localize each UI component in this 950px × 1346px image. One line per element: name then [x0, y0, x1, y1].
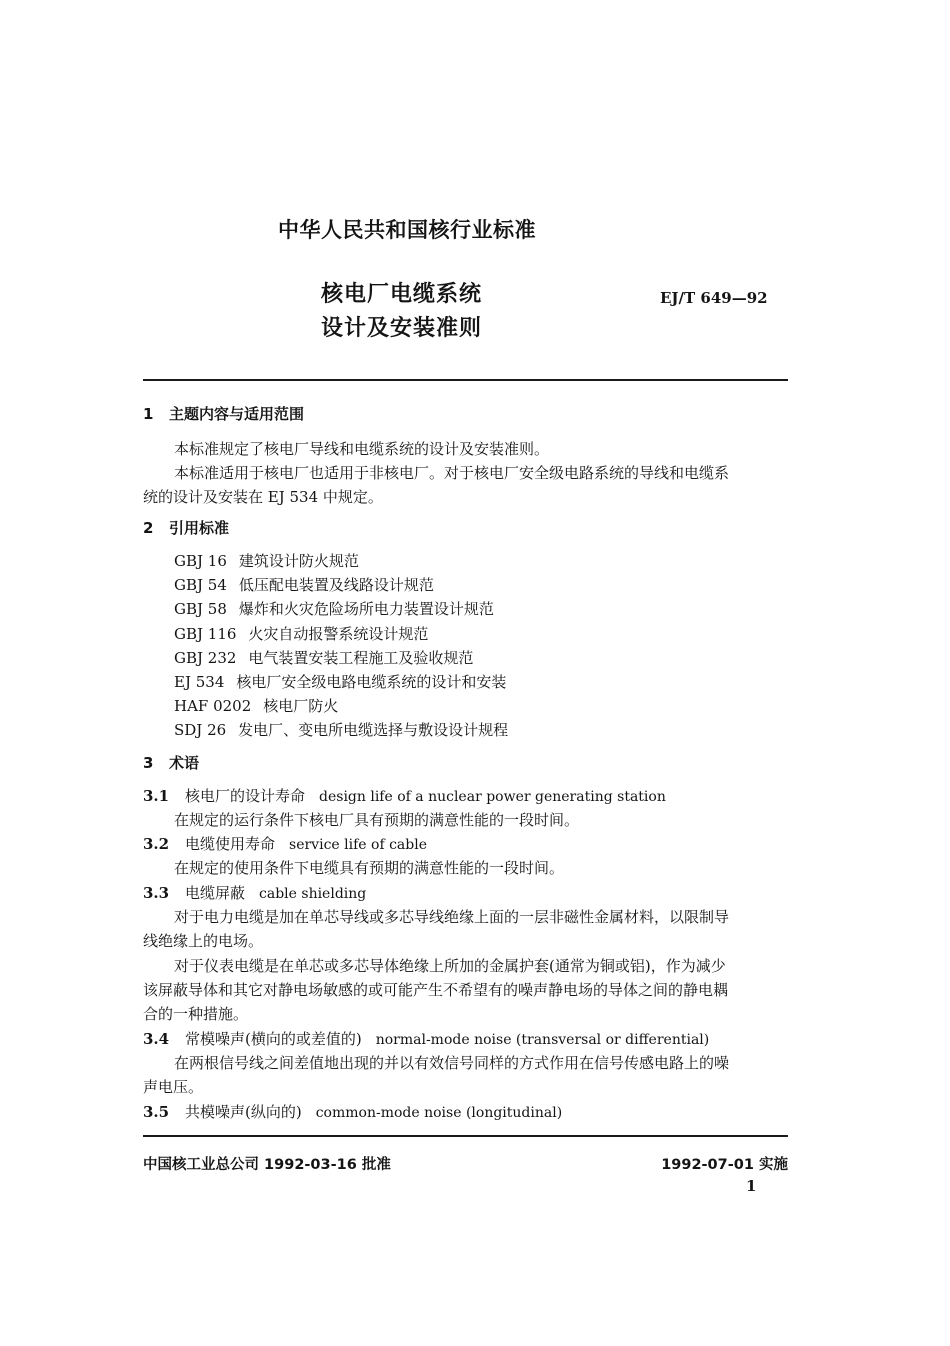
section-2-number: 2: [143, 519, 154, 537]
term-3-3: [143, 884, 366, 903]
reference-code: GBJ 232: [174, 649, 237, 667]
section-3-heading: [143, 754, 199, 772]
term-3-2-definition: 在规定的使用条件下电缆具有预期的满意性能的一段时间。: [174, 859, 565, 877]
reference-name: 建筑设计防火规范: [238, 552, 359, 570]
term-3-3-para-1-line-2: 线绝缘上的电场。: [143, 932, 264, 950]
page-number: 1: [746, 1177, 757, 1195]
reference-name: 火灾自动报警系统设计规范: [248, 625, 429, 643]
term-number: 3.5: [143, 1103, 170, 1121]
reference-item: [174, 721, 508, 739]
reference-item: [174, 649, 473, 667]
effective-date: 1992-07-01 实施: [661, 1157, 788, 1173]
term-3-5: [143, 1103, 562, 1122]
term-en: cable shielding: [259, 886, 367, 902]
section-3-title: 术语: [169, 754, 200, 772]
reference-name: 核电厂防火: [263, 697, 339, 715]
reference-item: [174, 673, 506, 691]
term-3-4-definition-line-1: 在两根信号线之间差值地出现的并以有效信号同样的方式作用在信号传感电路上的噪: [174, 1054, 730, 1072]
reference-item: [174, 600, 494, 618]
term-cn: 共模噪声(纵向的): [185, 1103, 302, 1121]
term-cn: 电缆使用寿命: [185, 835, 276, 853]
term-3-1: [143, 787, 666, 806]
term-3-2: [143, 835, 427, 854]
approval-line: 中国核工业总公司 1992-03-16 批准: [143, 1157, 391, 1173]
section-1-para-2-line-2: 统的设计及安装在 EJ 534 中规定。: [143, 488, 383, 506]
term-cn: 核电厂的设计寿命: [185, 787, 306, 805]
reference-item: [174, 552, 359, 570]
section-1-para-1: 本标准规定了核电厂导线和电缆系统的设计及安装准则。: [174, 440, 550, 458]
reference-name: 爆炸和火灾危险场所电力装置设计规范: [238, 600, 494, 618]
reference-item: [174, 697, 338, 715]
reference-code: SDJ 26: [174, 721, 227, 739]
reference-name: 核电厂安全级电路电缆系统的设计和安装: [236, 673, 507, 691]
section-2-title: 引用标准: [169, 519, 230, 537]
term-en: service life of cable: [289, 837, 427, 853]
reference-item: [174, 625, 428, 643]
section-3-number: 3: [143, 754, 154, 772]
term-3-4: [143, 1030, 709, 1049]
term-number: 3.4: [143, 1030, 170, 1048]
reference-name: 发电厂、变电所电缆选择与敷设设计规程: [238, 721, 509, 739]
section-1-number: 1: [143, 405, 154, 423]
term-cn: 常模噪声(横向的或差值的): [185, 1030, 362, 1048]
term-number: 3.2: [143, 835, 170, 853]
reference-code: GBJ 54: [174, 576, 227, 594]
section-1-para-2-line-1: 本标准适用于核电厂也适用于非核电厂。对于核电厂安全级电路系统的导线和电缆系: [174, 464, 730, 482]
term-en: design life of a nuclear power generating station: [319, 789, 666, 805]
term-en: normal-mode noise (transversal or differential): [375, 1032, 710, 1048]
reference-code: HAF 0202: [174, 697, 252, 715]
top-divider: [143, 379, 788, 381]
doc-title-line2: 设计及安装准则: [321, 316, 483, 341]
standard-code: EJ/T 649—92: [660, 289, 768, 307]
bottom-divider: [143, 1135, 788, 1137]
reference-name: 低压配电装置及线路设计规范: [238, 576, 434, 594]
reference-code: GBJ 58: [174, 600, 227, 618]
doc-title-line1: 核电厂电缆系统: [321, 282, 483, 307]
org-title: 中华人民共和国核行业标准: [278, 218, 536, 242]
term-number: 3.1: [143, 787, 170, 805]
reference-item: [174, 576, 434, 594]
reference-code: GBJ 116: [174, 625, 237, 643]
term-3-3-para-2-line-1: 对于仪表电缆是在单芯或多芯导体绝缘上所加的金属护套(通常为铜或铝)，作为减少: [174, 957, 726, 975]
reference-name: 电气装置安装工程施工及验收规范: [248, 649, 474, 667]
term-3-3-para-1-line-1: 对于电力电缆是加在单芯导线或多芯导线绝缘上面的一层非磁性金属材料，以限制导: [174, 908, 730, 926]
term-en: common-mode noise (longitudinal): [315, 1105, 563, 1121]
term-3-4-definition-line-2: 声电压。: [143, 1078, 204, 1096]
term-3-3-para-2-line-2: 该屏蔽导体和其它对静电场敏感的或可能产生不希望有的噪声静电场的导体之间的静电耦: [143, 981, 729, 999]
section-1-heading: [143, 405, 304, 423]
term-3-3-para-2-line-3: 合的一种措施。: [143, 1005, 249, 1023]
reference-code: EJ 534: [174, 673, 225, 691]
term-cn: 电缆屏蔽: [185, 884, 246, 902]
term-3-1-definition: 在规定的运行条件下核电厂具有预期的满意性能的一段时间。: [174, 811, 580, 829]
section-2-heading: [143, 519, 229, 537]
reference-code: GBJ 16: [174, 552, 227, 570]
section-1-title: 主题内容与适用范围: [169, 405, 305, 423]
term-number: 3.3: [143, 884, 170, 902]
